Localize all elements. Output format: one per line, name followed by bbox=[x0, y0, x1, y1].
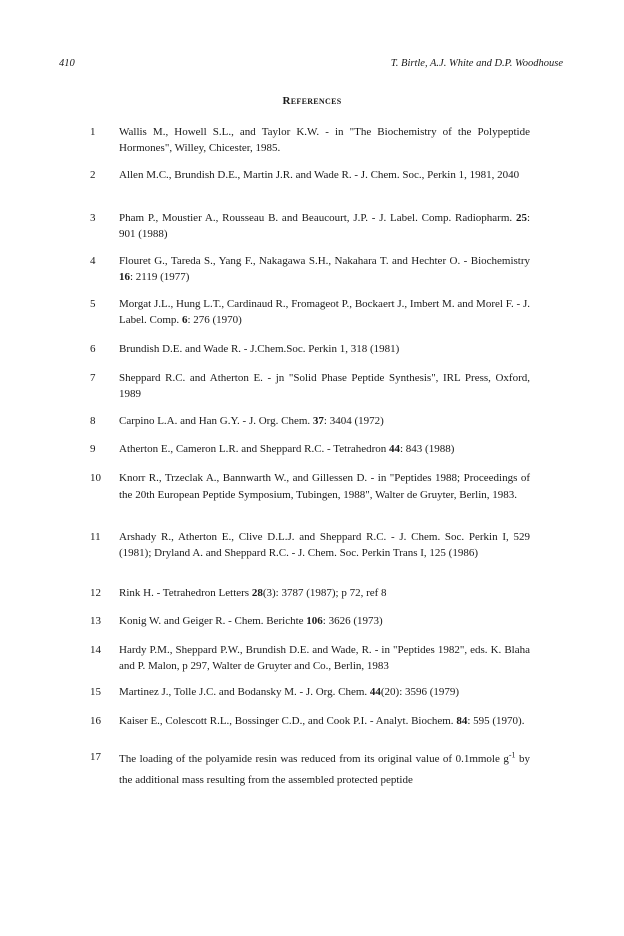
reference-item bbox=[90, 642, 530, 674]
reference-number: 1 bbox=[90, 126, 96, 138]
reference-number: 12 bbox=[90, 587, 101, 599]
reference-item bbox=[90, 167, 530, 183]
reference-item bbox=[90, 529, 530, 561]
reference-text bbox=[119, 749, 530, 791]
reference-number: 9 bbox=[90, 443, 96, 455]
reference-text bbox=[119, 585, 530, 601]
reference-text: Arshady R., Atherton E., Clive D.L.J. and Sheppard R.C. - J. Chem. Soc. Perkin I, 529 (1981); Dryland A. and Sheppard R.C. - J. Chem. Soc. Perkin Trans I, 125 (1986) bbox=[119, 531, 530, 559]
reference-volume: 6 bbox=[181, 314, 188, 326]
reference-item bbox=[90, 124, 530, 156]
reference-item bbox=[90, 370, 530, 402]
reference-volume: 16 bbox=[119, 271, 130, 283]
reference-text bbox=[119, 613, 530, 629]
reference-item bbox=[90, 749, 530, 791]
reference-volume: 84 bbox=[456, 715, 468, 727]
reference-body: The loading of the polyamide resin was reduced from its original value of 0.1mmole g bbox=[119, 753, 509, 765]
reference-number: 15 bbox=[90, 686, 101, 698]
reference-volume: 25 bbox=[515, 212, 527, 224]
reference-number: 14 bbox=[90, 644, 101, 656]
reference-body: Atherton E., Cameron L.R. and Sheppard R.C. - Tetrahedron bbox=[119, 443, 389, 455]
reference-volume: 44 bbox=[389, 443, 400, 455]
unit-exponent: -1 bbox=[508, 750, 516, 760]
reference-text bbox=[119, 684, 530, 700]
reference-item bbox=[90, 253, 530, 285]
running-head bbox=[0, 57, 624, 71]
reference-number: 5 bbox=[90, 298, 96, 310]
reference-body: Konig W. and Geiger R. - Chem. Berichte bbox=[119, 615, 307, 627]
reference-number: 4 bbox=[90, 255, 96, 267]
reference-text bbox=[119, 413, 530, 429]
reference-text: Hardy P.M., Sheppard P.W., Brundish D.E. and Wade, R. - in "Peptides 1982", eds. K. Blaha and P. Malon, p 297, Walter de Gruyter and Co., Berlin, 1983 bbox=[119, 644, 530, 672]
reference-text bbox=[119, 713, 530, 729]
reference-item bbox=[90, 613, 530, 629]
reference-item bbox=[90, 470, 530, 504]
reference-text: Wallis M., Howell S.L., and Taylor K.W. - in "The Biochemistry of the Polypeptide Hormones", Willey, Chicester, 1985. bbox=[119, 126, 530, 154]
reference-pages: : 843 (1988) bbox=[400, 443, 455, 455]
reference-text bbox=[119, 210, 530, 242]
reference-body: Kaiser E., Colescott R.L., Bossinger C.D., and Cook P.I. - Analyt. Biochem. bbox=[119, 715, 457, 727]
reference-pages: : 276 (1970) bbox=[187, 314, 242, 326]
reference-text: Brundish D.E. and Wade R. - J.Chem.Soc. Perkin 1, 318 (1981) bbox=[119, 343, 400, 355]
reference-pages: : 2119 (1977) bbox=[130, 271, 190, 283]
reference-pages: : 3404 (1972) bbox=[323, 415, 384, 427]
reference-text: Allen M.C., Brundish D.E., Martin J.R. and Wade R. - J. Chem. Soc., Perkin 1, 1981, 2040 bbox=[119, 169, 520, 181]
reference-continuation: by the additional mass resulting from the assembled protected peptide bbox=[119, 753, 530, 786]
reference-body: Morgat J.L., Hung L.T., Cardinaud R., Fromageot P., Bockaert J., Imbert M. and Morel F. - J. Label. Comp. bbox=[119, 298, 530, 326]
reference-text: Sheppard R.C. and Atherton E. - jn "Solid Phase Peptide Synthesis", IRL Press, Oxford, 1989 bbox=[119, 372, 530, 400]
reference-item bbox=[90, 713, 530, 729]
reference-pages: (20): 3596 (1979) bbox=[380, 686, 460, 698]
reference-text bbox=[119, 296, 530, 328]
reference-pages: (3): 3787 (1987); p 72, ref 8 bbox=[262, 587, 387, 599]
reference-number: 2 bbox=[90, 169, 96, 181]
reference-item bbox=[90, 296, 530, 328]
reference-number: 16 bbox=[90, 715, 101, 727]
reference-number: 13 bbox=[90, 615, 101, 627]
reference-pages: : 595 (1970). bbox=[467, 715, 525, 727]
reference-item bbox=[90, 413, 530, 429]
reference-body: Pham P., Moustier A., Rousseau B. and Beaucourt, J.P. - J. Label. Comp. Radiopharm. bbox=[119, 212, 516, 224]
reference-pages: : 901 (1988) bbox=[119, 212, 530, 240]
reference-item bbox=[90, 684, 530, 700]
reference-number: 8 bbox=[90, 415, 96, 427]
reference-body: Carpino L.A. and Han G.Y. - J. Org. Chem. bbox=[119, 415, 313, 427]
reference-item bbox=[90, 585, 530, 601]
reference-text bbox=[119, 441, 530, 457]
reference-volume: 106 bbox=[306, 615, 323, 627]
reference-item bbox=[90, 441, 530, 457]
reference-number: 6 bbox=[90, 343, 96, 355]
reference-body: Flouret G., Tareda S., Yang F., Nakagawa S.H., Nakahara T. and Hechter O. - Biochemistry bbox=[119, 255, 530, 267]
reference-volume: 37 bbox=[312, 415, 324, 427]
reference-pages: : 3626 (1973) bbox=[322, 615, 383, 627]
page-number: 410 bbox=[59, 58, 75, 69]
reference-number: 3 bbox=[90, 212, 96, 224]
reference-volume: 44 bbox=[369, 686, 381, 698]
reference-body: Rink H. - Tetrahedron Letters bbox=[119, 587, 252, 599]
reference-item bbox=[90, 210, 530, 242]
running-head-authors: T. Birtle, A.J. White and D.P. Woodhouse bbox=[390, 58, 563, 69]
section-title: References bbox=[282, 95, 342, 107]
reference-number: 10 bbox=[90, 472, 101, 484]
reference-number: 11 bbox=[90, 531, 101, 543]
reference-body: Martinez J., Tolle J.C. and Bodansky M. - J. Org. Chem. bbox=[119, 686, 370, 698]
reference-text: Knorr R., Trzeclak A., Bannwarth W., and Gillessen D. - in "Peptides 1988; Proceedings of the 20th European Peptide Symposium, Tubingen, 1988", Walter de Gruyter, Berlin, 1983. bbox=[119, 472, 530, 501]
reference-item bbox=[90, 341, 530, 357]
reference-number: 17 bbox=[90, 751, 101, 763]
reference-number: 7 bbox=[90, 372, 96, 384]
reference-volume: 28 bbox=[251, 587, 263, 599]
reference-text bbox=[119, 253, 530, 285]
